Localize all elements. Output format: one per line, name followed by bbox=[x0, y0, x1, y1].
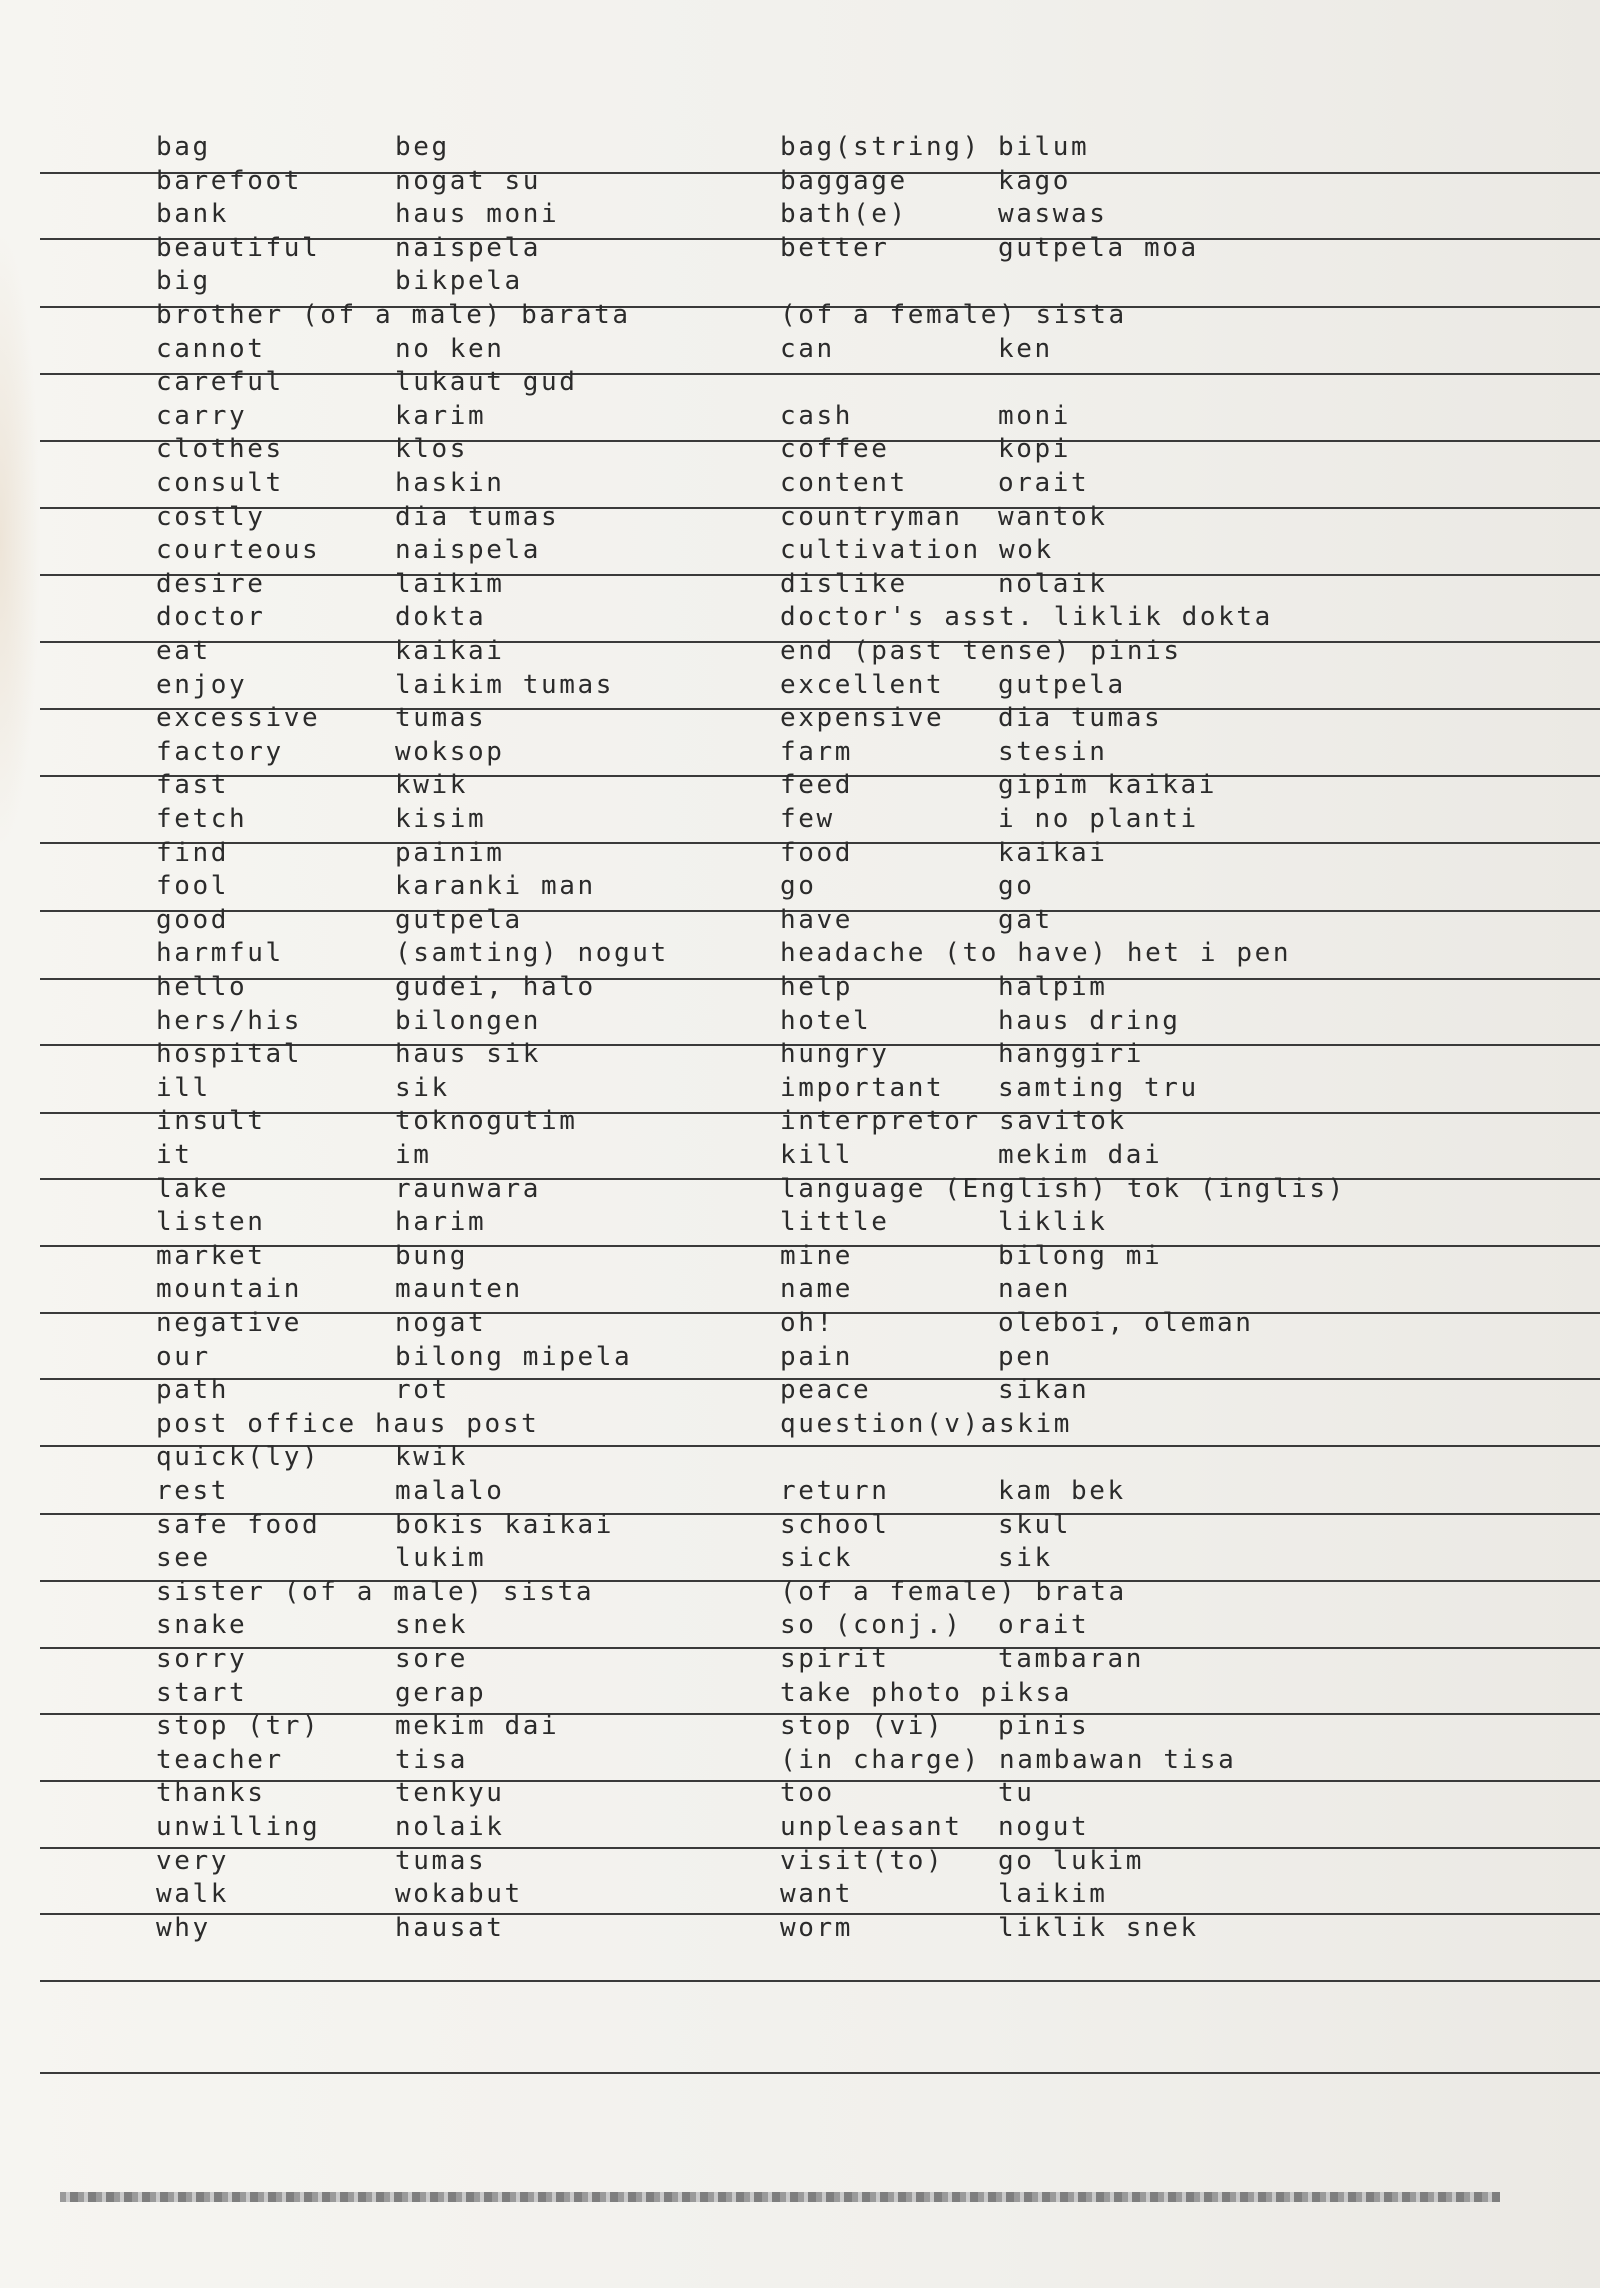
vocab-english-cell: content bbox=[780, 468, 908, 498]
vocab-english-cell: fast bbox=[156, 770, 230, 801]
vocab-pidgin-cell: naen bbox=[998, 1274, 1072, 1305]
vocab-english-cell: few bbox=[780, 804, 835, 834]
vocab-english-cell: feed bbox=[780, 770, 854, 801]
vocab-pidgin-cell: dokta bbox=[395, 602, 487, 633]
vocab-english-cell: oh! bbox=[780, 1308, 835, 1338]
vocab-english-cell: name bbox=[780, 1274, 854, 1305]
vocab-pidgin-cell: gutpela moa bbox=[998, 232, 1199, 263]
vocab-pidgin-cell: samting tru bbox=[998, 1072, 1199, 1103]
vocab-english-cell: baggage bbox=[780, 165, 908, 196]
vocab-pidgin-cell: laikim tumas bbox=[395, 669, 615, 700]
vocab-english-cell: (of a female) sista bbox=[780, 300, 1127, 330]
vocab-english-cell: bank bbox=[156, 199, 230, 230]
vocab-pidgin-cell: haus moni bbox=[395, 199, 560, 230]
vocab-english-cell: kill bbox=[780, 1140, 854, 1170]
vocab-pidgin-cell: im bbox=[395, 1140, 432, 1170]
vocab-english-cell: return bbox=[780, 1476, 890, 1506]
vocab-english-cell: harmful bbox=[156, 938, 284, 969]
vocab-pidgin-cell: kaikai bbox=[395, 636, 505, 666]
vocab-pidgin-cell: dia tumas bbox=[998, 703, 1163, 734]
vocab-english-cell: insult bbox=[156, 1106, 266, 1137]
vocab-english-cell: pain bbox=[780, 1341, 854, 1372]
paper-stain bbox=[0, 230, 40, 850]
vocab-pidgin-cell: wantok bbox=[998, 501, 1108, 532]
vocab-english-cell: path bbox=[156, 1375, 230, 1406]
vocab-pidgin-cell: pinis bbox=[998, 1711, 1090, 1742]
vocab-english-cell: lake bbox=[156, 1173, 230, 1204]
vocab-english-cell: fetch bbox=[156, 804, 248, 834]
vocab-pidgin-cell: i no planti bbox=[998, 804, 1199, 834]
vocab-pidgin-cell: ken bbox=[998, 333, 1053, 364]
vocab-english-cell: consult bbox=[156, 468, 284, 498]
vocab-english-cell: mine bbox=[780, 1240, 854, 1271]
vocab-english-cell: cultivation wok bbox=[780, 535, 1054, 566]
vocab-pidgin-cell: toknogutim bbox=[395, 1106, 578, 1137]
vocab-pidgin-cell: painim bbox=[395, 837, 505, 868]
vocab-english-cell: beautiful bbox=[156, 232, 321, 263]
vocab-english-cell: doctor's asst. liklik dokta bbox=[780, 602, 1273, 633]
vocab-pidgin-cell: mekim dai bbox=[395, 1711, 560, 1742]
vocab-english-cell: negative bbox=[156, 1308, 303, 1338]
vocab-english-cell: want bbox=[780, 1879, 854, 1910]
vocab-pidgin-cell: no ken bbox=[395, 333, 505, 364]
vocab-english-cell: expensive bbox=[780, 703, 945, 734]
vocab-english-cell: market bbox=[156, 1240, 266, 1271]
vocab-pidgin-cell: bung bbox=[395, 1240, 469, 1271]
vocab-english-cell: bag bbox=[156, 132, 211, 162]
ruled-line bbox=[40, 2072, 1600, 2074]
vocab-english-cell: safe food bbox=[156, 1509, 321, 1540]
vocab-english-cell: peace bbox=[780, 1375, 872, 1406]
vocab-english-cell: stop (vi) bbox=[780, 1711, 945, 1742]
vocab-pidgin-cell: woksop bbox=[395, 736, 505, 767]
vocab-pidgin-cell: nogut bbox=[998, 1812, 1090, 1842]
vocab-pidgin-cell: naispela bbox=[395, 535, 542, 566]
vocab-pidgin-cell: go bbox=[998, 871, 1035, 902]
vocab-pidgin-cell: lukaut gud bbox=[395, 367, 578, 398]
vocab-pidgin-cell: sik bbox=[998, 1543, 1053, 1574]
vocab-english-cell: good bbox=[156, 904, 230, 935]
vocab-english-cell: walk bbox=[156, 1879, 230, 1910]
vocab-english-cell: hello bbox=[156, 972, 248, 1002]
vocab-english-cell: can bbox=[780, 333, 835, 364]
vocab-english-cell: farm bbox=[780, 736, 854, 767]
vocab-pidgin-cell: nogat su bbox=[395, 165, 542, 196]
vocab-pidgin-cell: karanki man bbox=[395, 871, 596, 902]
vocab-pidgin-cell: liklik snek bbox=[998, 1912, 1199, 1943]
vocab-pidgin-cell: kam bek bbox=[998, 1476, 1126, 1506]
vocab-pidgin-cell: kwik bbox=[395, 770, 469, 801]
vocab-english-cell: food bbox=[780, 837, 854, 868]
vocab-pidgin-cell: hausat bbox=[395, 1912, 505, 1943]
ruled-line bbox=[40, 1980, 1600, 1982]
vocab-pidgin-cell: halpim bbox=[998, 972, 1108, 1002]
vocab-pidgin-cell: klos bbox=[395, 434, 469, 465]
vocab-english-cell: hungry bbox=[780, 1039, 890, 1070]
vocab-english-cell: factory bbox=[156, 736, 284, 767]
vocab-english-cell: cannot bbox=[156, 333, 266, 364]
vocab-pidgin-cell: orait bbox=[998, 1610, 1090, 1641]
vocab-pidgin-cell: gudei, halo bbox=[395, 972, 596, 1002]
vocab-pidgin-cell: lukim bbox=[395, 1543, 487, 1574]
vocab-pidgin-cell: snek bbox=[395, 1610, 469, 1641]
vocab-english-cell: excellent bbox=[780, 669, 945, 700]
vocab-pidgin-cell: orait bbox=[998, 468, 1090, 498]
vocab-english-cell: listen bbox=[156, 1207, 266, 1238]
vocab-english-cell: sister (of a male) sista bbox=[156, 1576, 595, 1607]
vocab-english-cell: sick bbox=[780, 1543, 854, 1574]
vocab-pidgin-cell: gat bbox=[998, 904, 1053, 935]
vocab-english-cell: school bbox=[780, 1509, 890, 1540]
vocab-english-cell: hospital bbox=[156, 1039, 303, 1070]
vocab-pidgin-cell: mekim dai bbox=[998, 1140, 1163, 1170]
vocab-pidgin-cell: dia tumas bbox=[395, 501, 560, 532]
vocab-pidgin-cell: hanggiri bbox=[998, 1039, 1145, 1070]
vocab-pidgin-cell: tu bbox=[998, 1778, 1035, 1809]
vocab-pidgin-cell: bikpela bbox=[395, 266, 523, 297]
vocab-english-cell: post office haus post bbox=[156, 1408, 540, 1439]
vocab-english-cell: stop (tr) bbox=[156, 1711, 321, 1742]
vocab-english-cell: worm bbox=[780, 1912, 854, 1943]
vocab-english-cell: quick(ly) bbox=[156, 1442, 321, 1473]
vocab-pidgin-cell: nogat bbox=[395, 1308, 487, 1338]
vocab-english-cell: dislike bbox=[780, 568, 908, 599]
vocab-english-cell: snake bbox=[156, 1610, 248, 1641]
vocab-english-cell: enjoy bbox=[156, 669, 248, 700]
vocab-english-cell: very bbox=[156, 1845, 230, 1876]
vocab-english-cell: countryman bbox=[780, 501, 963, 532]
vocab-english-cell: have bbox=[780, 904, 854, 935]
vocab-english-cell: our bbox=[156, 1341, 211, 1372]
vocab-english-cell: spirit bbox=[780, 1644, 890, 1674]
vocab-english-cell: little bbox=[780, 1207, 890, 1238]
vocab-pidgin-cell: kago bbox=[998, 165, 1072, 196]
vocab-pidgin-cell: bilong mipela bbox=[395, 1341, 633, 1372]
vocab-pidgin-cell: haus sik bbox=[395, 1039, 542, 1070]
vocab-pidgin-cell: naispela bbox=[395, 232, 542, 263]
vocab-english-cell: excessive bbox=[156, 703, 321, 734]
vocab-english-cell: sorry bbox=[156, 1644, 248, 1674]
vocab-pidgin-cell: kaikai bbox=[998, 837, 1108, 868]
vocab-pidgin-cell: gipim kaikai bbox=[998, 770, 1218, 801]
vocab-english-cell: it bbox=[156, 1140, 193, 1170]
vocab-english-cell: take photo piksa bbox=[780, 1677, 1073, 1708]
vocab-pidgin-cell: bilum bbox=[998, 132, 1090, 162]
vocab-pidgin-cell: kisim bbox=[395, 804, 487, 834]
vocab-english-cell: unpleasant bbox=[780, 1812, 963, 1842]
vocab-english-cell: costly bbox=[156, 501, 266, 532]
vocab-english-cell: so (conj.) bbox=[780, 1610, 963, 1641]
vocab-pidgin-cell: maunten bbox=[395, 1274, 523, 1305]
vocab-english-cell: start bbox=[156, 1677, 248, 1708]
vocab-pidgin-cell: rot bbox=[395, 1375, 450, 1406]
vocab-english-cell: ill bbox=[156, 1072, 211, 1103]
scan-edge-artifact bbox=[60, 2192, 1500, 2202]
vocab-pidgin-cell: malalo bbox=[395, 1476, 505, 1506]
vocab-english-cell: why bbox=[156, 1912, 211, 1943]
vocab-english-cell: help bbox=[780, 972, 854, 1002]
vocab-pidgin-cell: laikim bbox=[395, 568, 505, 599]
vocab-pidgin-cell: bilong mi bbox=[998, 1240, 1163, 1271]
vocab-english-cell: hers/his bbox=[156, 1005, 303, 1036]
vocab-pidgin-cell: nolaik bbox=[998, 568, 1108, 599]
vocab-english-cell: courteous bbox=[156, 535, 321, 566]
vocab-pidgin-cell: sikan bbox=[998, 1375, 1090, 1406]
vocab-english-cell: visit(to) bbox=[780, 1845, 945, 1876]
vocab-english-cell: teacher bbox=[156, 1744, 284, 1775]
vocab-english-cell: find bbox=[156, 837, 230, 868]
vocab-english-cell: eat bbox=[156, 636, 211, 666]
vocab-english-cell: question(v)askim bbox=[780, 1408, 1073, 1439]
vocab-pidgin-cell: nolaik bbox=[395, 1812, 505, 1842]
vocab-pidgin-cell: gerap bbox=[395, 1677, 487, 1708]
vocab-english-cell: go bbox=[780, 871, 817, 902]
vocab-english-cell: headache (to have) het i pen bbox=[780, 938, 1292, 969]
vocab-english-cell: better bbox=[780, 232, 890, 263]
vocab-pidgin-cell: tumas bbox=[395, 703, 487, 734]
vocab-english-cell: hotel bbox=[780, 1005, 872, 1036]
vocab-english-cell: clothes bbox=[156, 434, 284, 465]
vocab-pidgin-cell: raunwara bbox=[395, 1173, 542, 1204]
vocab-english-cell: too bbox=[780, 1778, 835, 1809]
vocab-english-cell: big bbox=[156, 266, 211, 297]
vocab-pidgin-cell: kwik bbox=[395, 1442, 469, 1473]
vocab-pidgin-cell: oleboi, oleman bbox=[998, 1308, 1254, 1338]
vocab-pidgin-cell: moni bbox=[998, 400, 1072, 431]
vocab-english-cell: coffee bbox=[780, 434, 890, 465]
vocab-english-cell: important bbox=[780, 1072, 945, 1103]
vocab-english-cell: unwilling bbox=[156, 1812, 321, 1842]
vocab-pidgin-cell: karim bbox=[395, 400, 487, 431]
vocab-pidgin-cell: wokabut bbox=[395, 1879, 523, 1910]
vocab-english-cell: mountain bbox=[156, 1274, 303, 1305]
vocab-pidgin-cell: waswas bbox=[998, 199, 1108, 230]
vocab-english-cell: bag(string) bbox=[780, 132, 981, 162]
vocab-english-cell: interpretor savitok bbox=[780, 1106, 1127, 1137]
vocab-pidgin-cell: skul bbox=[998, 1509, 1072, 1540]
vocab-english-cell: language (English) tok (inglis) bbox=[780, 1173, 1346, 1204]
vocab-english-cell: desire bbox=[156, 568, 266, 599]
vocab-pidgin-cell: sore bbox=[395, 1644, 469, 1674]
vocab-pidgin-cell: beg bbox=[395, 132, 450, 162]
vocab-english-cell: (in charge) nambawan tisa bbox=[780, 1744, 1237, 1775]
vocab-pidgin-cell: tisa bbox=[395, 1744, 469, 1775]
vocab-english-cell: barefoot bbox=[156, 165, 303, 196]
vocab-pidgin-cell: liklik bbox=[998, 1207, 1108, 1238]
vocab-pidgin-cell: haskin bbox=[395, 468, 505, 498]
vocab-pidgin-cell: gutpela bbox=[395, 904, 523, 935]
vocab-english-cell: bath(e) bbox=[780, 199, 908, 230]
vocab-english-cell: cash bbox=[780, 400, 854, 431]
vocab-pidgin-cell: bilongen bbox=[395, 1005, 542, 1036]
vocab-english-cell: careful bbox=[156, 367, 284, 398]
vocab-english-cell: brother (of a male) barata bbox=[156, 300, 631, 330]
vocab-pidgin-cell: haus dring bbox=[998, 1005, 1181, 1036]
vocab-pidgin-cell: tumas bbox=[395, 1845, 487, 1876]
vocab-english-cell: doctor bbox=[156, 602, 266, 633]
vocab-english-cell: thanks bbox=[156, 1778, 266, 1809]
vocab-pidgin-cell: pen bbox=[998, 1341, 1053, 1372]
vocab-pidgin-cell: (samting) nogut bbox=[395, 938, 669, 969]
vocab-pidgin-cell: bokis kaikai bbox=[395, 1509, 615, 1540]
vocab-pidgin-cell: tenkyu bbox=[395, 1778, 505, 1809]
vocab-pidgin-cell: gutpela bbox=[998, 669, 1126, 700]
vocab-english-cell: fool bbox=[156, 871, 230, 902]
vocab-english-cell: carry bbox=[156, 400, 248, 431]
vocab-english-cell: (of a female) brata bbox=[780, 1576, 1127, 1607]
vocab-pidgin-cell: stesin bbox=[998, 736, 1108, 767]
vocab-pidgin-cell: tambaran bbox=[998, 1644, 1145, 1674]
vocab-pidgin-cell: kopi bbox=[998, 434, 1072, 465]
vocab-pidgin-cell: laikim bbox=[998, 1879, 1108, 1910]
vocab-pidgin-cell: sik bbox=[395, 1072, 450, 1103]
vocab-pidgin-cell: go lukim bbox=[998, 1845, 1145, 1876]
vocab-english-cell: rest bbox=[156, 1476, 230, 1506]
vocab-english-cell: end (past tense) pinis bbox=[780, 636, 1182, 666]
vocab-pidgin-cell: harim bbox=[395, 1207, 487, 1238]
vocab-english-cell: see bbox=[156, 1543, 211, 1574]
